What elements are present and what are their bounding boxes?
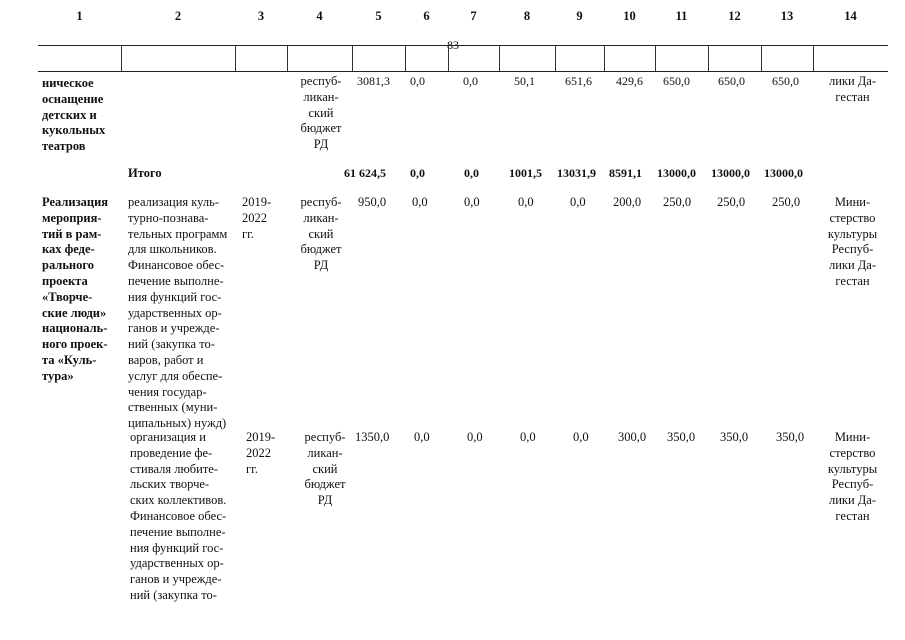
row1-executor: лики Да- гестан: [828, 74, 877, 104]
row3-col7: 0,0: [467, 430, 483, 444]
row3-col11: 350,0: [667, 430, 696, 444]
row2-period: 2019- 2022 гг.: [242, 195, 272, 241]
row2-col11: 250,0: [663, 195, 692, 209]
col-header-5: 5: [375, 9, 382, 23]
col-header-11: 11: [675, 9, 688, 23]
row3-col5: 1350,0: [355, 430, 390, 444]
row3-description: организация и проведение фе- стиваля любите- льских творче- ских коллективов. Финансовое обес- печение выполне- ния функций гос- ударственных ор- ганов и учрежде- ний (закупка то-: [130, 430, 227, 602]
total-col12: 13000,0: [711, 166, 750, 180]
row2-col5: 950,0: [358, 195, 387, 209]
row1-measure: ническое оснащение детских и кукольных театров: [42, 76, 106, 154]
row1-col13: 650,0: [772, 74, 799, 88]
row2-description: реализация куль- турно-познава- тельных программ для школьников. Финансовое обес- печение выполне- ния функций гос- ударственных ор- ганов и учрежде- ний (закупка то- варов, работ и услуг для обеспе- чения государ- ственных (муни- ципальных) нужд): [128, 195, 228, 431]
row1-source: респуб- ликан- ский бюджет РД: [300, 74, 342, 152]
row3-col6: 0,0: [414, 430, 430, 444]
row3-source: респуб- ликан- ский бюджет РД: [304, 430, 346, 508]
col-header-6: 6: [423, 9, 430, 23]
total-col11: 13000,0: [657, 166, 696, 180]
total-col9: 13031,9: [557, 166, 596, 180]
total-col13: 13000,0: [764, 166, 803, 180]
row3-col10: 300,0: [618, 430, 647, 444]
col-header-1: 1: [76, 9, 83, 23]
row3-executor: Мини- стерство культуры Респуб- лики Да- гестан: [827, 430, 878, 523]
col-header-3: 3: [257, 9, 265, 23]
total-label: Итого: [128, 166, 162, 180]
col-header-12: 12: [728, 9, 741, 23]
row2-col8: 0,0: [518, 195, 534, 209]
col-header-13: 13: [780, 9, 794, 23]
row3-col12: 350,0: [720, 430, 749, 444]
row3-col13: 350,0: [776, 430, 805, 444]
total-col10: 8591,1: [609, 166, 642, 180]
row3-col8: 0,0: [520, 430, 536, 444]
col-header-10: 10: [623, 9, 636, 23]
col-header-14: 14: [844, 9, 857, 23]
col-header-8: 8: [523, 9, 531, 23]
col-header-2: 2: [174, 9, 182, 23]
row2-col12: 250,0: [717, 195, 746, 209]
row1-col11: 650,0: [663, 74, 690, 88]
row1-col6: 0,0: [410, 74, 425, 88]
row2-col7: 0,0: [464, 195, 480, 209]
page-number: 83: [447, 38, 459, 52]
row2-col9: 0,0: [570, 195, 586, 209]
total-col5: 61 624,5: [344, 166, 386, 180]
total-col7: 0,0: [464, 166, 479, 180]
row2-executor: Мини- стерство культуры Респуб- лики Да- гестан: [827, 195, 878, 288]
total-col8: 1001,5: [509, 166, 542, 180]
row1-col12: 650,0: [718, 74, 745, 88]
col-header-9: 9: [576, 9, 583, 23]
row2-col13: 250,0: [772, 195, 801, 209]
row2-col10: 200,0: [613, 195, 642, 209]
row2-col6: 0,0: [412, 195, 428, 209]
col-header-7: 7: [470, 9, 477, 23]
row1-col8: 50,1: [514, 74, 535, 88]
row1-col10: 429,6: [616, 74, 643, 88]
row2-source: респуб- ликан- ский бюджет РД: [300, 195, 342, 273]
row3-period: 2019- 2022 гг.: [246, 430, 276, 476]
row1-col7: 0,0: [463, 74, 478, 88]
row1-col5: 3081,3: [357, 74, 390, 88]
row1-col9: 651,6: [565, 74, 592, 88]
col-header-4: 4: [316, 9, 323, 23]
row3-col9: 0,0: [573, 430, 589, 444]
total-col6: 0,0: [410, 166, 425, 180]
row2-measure: Реализация мероприя- тий в рам- ках феде- рального проекта «Творче- ские люди» националь- ного проек- та «Куль- тура»: [42, 195, 109, 383]
